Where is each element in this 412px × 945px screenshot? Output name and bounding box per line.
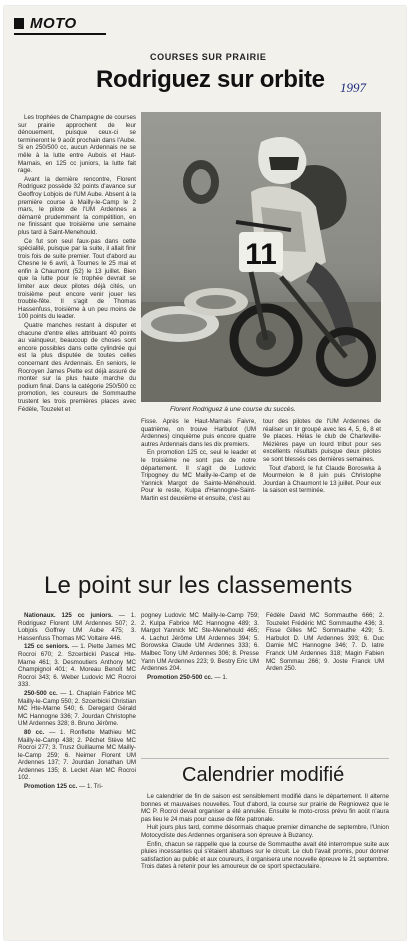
article-paragraph: Les trophées de Champagne de courses sur prairie approchent de leur dénouement, puisque ceux-ci se termineront le 9 août prochain dans l'Aube. Si en 250/500 cc, aucun Ardennais ne se mêle à la lutte entre Aubois et Haut-Marnais, en 125 cc juniors, la lutte fait rage. xyxy=(18,114,136,175)
standings-results: — 1. xyxy=(212,673,228,681)
calendar-title: Calendrier modifié xyxy=(182,764,345,786)
standings-results: — 1. Rodriguez Florent UM Ardennes 507; 2. Lobjois Goffrey UM Aube 475; 3. Hassenfuss Thomas MC Voltaire 446. xyxy=(18,612,136,642)
standings-category: 80 cc. xyxy=(24,728,45,736)
standings-category: 250-500 cc. xyxy=(24,689,58,697)
standings-entry xyxy=(141,674,259,682)
standings-category: Promotion 125 cc. xyxy=(24,783,78,791)
standings-entry xyxy=(18,783,136,791)
rubric-square-marker xyxy=(14,18,24,29)
standings-entry xyxy=(141,612,259,673)
standings-category: Promotion 250-500 cc. xyxy=(147,673,213,681)
standings-category: Nationaux. 125 cc juniors. xyxy=(24,612,113,619)
standings-results: — 1. Piette James MC Rocroi 670; 2. Szcerbicki Pascal Hte-Marne 461; 3. Desmoutiers Anthony MC Champignol 401; 4. Moreau Benoît MC Rocroi 343; 6. Weber Ludovic MC Rocroi 333. xyxy=(18,643,137,689)
article-paragraph: Ce fut son seul faux-pas dans cette spécialité, puisque par la suite, il allait finir trois fois de suite premier. Tout d'abord au Chesne le 6 avril, à Toumes le 25 mai et enfin à Chaumont (52) le 13 juillet. Bien que la lutte pour le trophée devrait se limiter aux deux pilotes déjà cités, un troisième peut encore venir jouer les trouble-fête. Il s'agit de Thomas Hassenfuss, troisième à un peu moins de 100 points du leader. xyxy=(18,237,136,321)
article-kicker: COURSES SUR PRAIRIE xyxy=(150,52,267,62)
standings-column-3 xyxy=(266,612,384,674)
standings-column-1 xyxy=(18,612,136,792)
motocross-photo xyxy=(141,112,381,402)
article-column-1 xyxy=(18,114,136,414)
article-paragraph: En promotion 125 cc, seul le leader et le troisième ne sont pas de notre département. Il s'agit de Ludovic Tripogney du MC Mailly-le-Camp et de Yannick Margot de Sainte-Ménéhould. Pour le reste, Kulpa d'Hannogne-Saint-Martin est deuxième et ensuite, c'est au xyxy=(141,449,256,502)
calendar-paragraph: Huit jours plus tard, comme désormais chaque premier dimanche de septembre, l'Union Motocycliste des Ardennes organisera son épreuve à Buzancy. xyxy=(141,824,389,839)
calendar-article xyxy=(141,793,389,872)
calendar-paragraph: Le calendrier de fin de saison est sensiblement modifié dans le département. Il alterne bonnes et mauvaises nouvelles. Tout d'abord, la course sur prairie de Regniowez que le MC P. Rocroi devait organiser a été annulée. Ensuite le moto-cross prévu fin août n'aura pas lieu le 24 mais pour cause de fête patronale. xyxy=(141,793,389,823)
article-column-2 xyxy=(141,418,256,504)
motocross-rider-image xyxy=(141,112,381,402)
calendar-paragraph: Enfin, chacun se rappelle que la course de Sommauthe avait été interrompue suite aux pluies incessantes qui s'étaient abattues sur le circuit. Le club l'avait promis, pour donner satisfaction au public et aux coureurs, il organisera une nouvelle épreuve le 21 septembre. Trois dates à retenir pour les amoureux de ce sport spectaculaire. xyxy=(141,840,389,871)
standings-results: — 1. Tri- xyxy=(77,783,103,791)
standings-results: pogney Ludovic MC Mailly-le-Camp 759; 2. Kulpa Fabrice MC Hannogne 489; 3. Margot Yannick MC Ste-Menehould 465; 4. Lachut Jérôme UM Ardennes 394; 5. Borowska Claude UM Ardennes 333; 6. Malbec Tony UM Ardennes 306; 8. Presse Yann UM Ardennes 223; 9. Bestry Eric UM Ardennes 204. xyxy=(141,612,259,673)
standings-title: Le point sur les classements xyxy=(44,572,353,599)
handwritten-year: 1997 xyxy=(340,80,366,95)
article-column-3 xyxy=(263,418,381,496)
article-paragraph: Avant la dernière rencontre, Florent Rodriguez possède 32 points d'avance sur Geoffroy Lobjois de l'UM Aube. Absent à la première course à Mailly-le-Camp le 2 mars, le pilote de l'UM Ardennes a démarré prudemment la compétition, en ne finissant que troisième une semaine plus tard à Saint-Menehould. xyxy=(18,175,136,236)
standings-entry xyxy=(18,729,136,782)
standings-entry xyxy=(18,690,136,728)
article-paragraph: Fisse. Après le Haut-Marnais Faivre, quatrième, on trouve Harbulot (UM Ardennes) cinquième puis encore quatre autres Ardennais dans les dix premiers. xyxy=(141,418,256,448)
section-divider xyxy=(141,758,389,759)
standings-column-2 xyxy=(141,612,259,682)
bib-number: 11 xyxy=(245,238,277,271)
section-label: MOTO xyxy=(30,15,77,32)
standings-results: Fédèle David MC Sommauthe 666; 2. Touzelet Frédéric MC Sommauthe 436; 3. Fisse Gilles MC Sommauthe 429; 5. Harbulot D. UM Ardennes 393; 6. Duc Damie MC Hannogne 346; 7. D. latre Franck UM Ardennes 318; Magin Fabien MC Sommau 266; 9. Joste Franck UM Arden 250. xyxy=(266,612,384,673)
standings-entry xyxy=(266,612,384,673)
standings-results: — 1. Chaplain Fabrice MC Mailly-le-Camp 550; 2. Szcerbicki Christian MC Hte-Marne 540; 6. Deregard Gérald MC Hannogne 336; 7. Jourdan Christophe UM Ardennes 328; 8. Bruno Jérôme. xyxy=(18,689,137,728)
standings-category: 125 cc seniors. xyxy=(24,643,70,651)
article-headline: Rodriguez sur orbite xyxy=(96,66,325,93)
section-rubric xyxy=(14,15,106,35)
article-paragraph: tour des pilotes de l'UM Ardennes de réaliser un tir groupé avec les 4, 5, 6, 8 et 9e places. Hélas le club de Charleville-Mézières paye un lourd tribut pour ses excellents résultats puisque deux pilotes se sont blessés ces dernières semaines. xyxy=(263,418,381,463)
article-paragraph: Tout d'abord, le fut Claude Boroswka à Mourmelon le 8 juin puis Christophe Jourdan à Chaumont le 13 juillet. Pour eux la saison est terminée. xyxy=(263,464,381,495)
standings-entry xyxy=(18,612,136,642)
standings-entry xyxy=(18,643,136,689)
article-paragraph: Quatre manches restant à disputer et chacune d'entre elles attribuant 40 points au vainqueur, beaucoup de choses sont encore possibles dans cette cylindrée qui est la plus disputée de toutes celles concernant des Ardennais. En seniors, le Rocroyen James Piette est déjà assuré de monter sur la plus haute marche du podium final. Dans la catégorie 250/500 cc promotion, les coureurs de Sommauthe trustent les trois premières places avec Fédèle, Touzelet et xyxy=(18,322,136,413)
photo-caption: Florent Rodriguez à une course du succès. xyxy=(170,406,296,413)
standings-results: — 1. Ronflette Mathieu MC Mailly-le-Camp 438; 2. Pêchet Stève MC Rocroi 277; 3. Trusz Guillaume MC Mailly-le-Camp 259; 6. Neimer Florent UM Ardennes 137; 7. Jourdan Jonathan UM Ardennes 135; 8. Leclet Alan MC Rocroi 102. xyxy=(18,728,137,782)
